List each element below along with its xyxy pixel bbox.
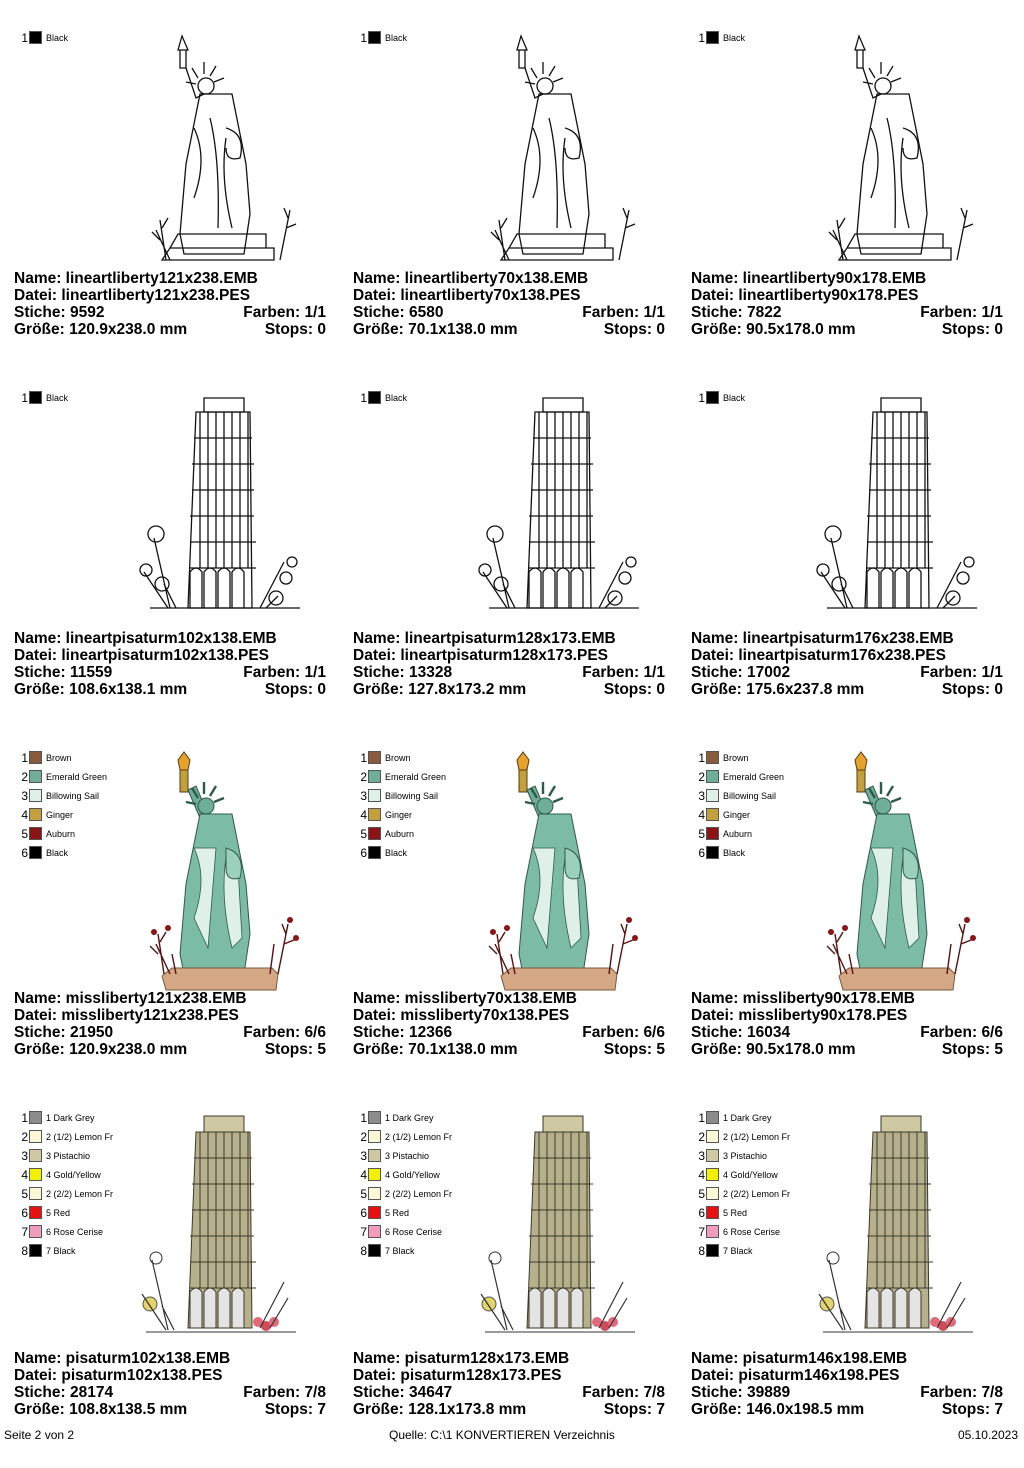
palette-entry: 6 5 Red xyxy=(698,1205,748,1220)
stitch-row xyxy=(691,304,1003,321)
stitch-row xyxy=(14,1024,326,1041)
stitch-row xyxy=(353,1024,665,1041)
stop-count: Stops: 0 xyxy=(941,321,1003,338)
design-file: Datei: pisaturm128x173.PES xyxy=(353,1367,562,1384)
pisa-color-image xyxy=(449,1108,669,1370)
palette-entry: 1 Black xyxy=(21,390,69,405)
stitch-row xyxy=(353,1384,665,1401)
design-size: Größe: 90.5x178.0 mm xyxy=(691,321,856,338)
design-name: Name: pisaturm102x138.EMB xyxy=(14,1350,231,1367)
design-info xyxy=(14,1350,326,1418)
liberty-color-image xyxy=(787,748,1007,1010)
pisa-color-image xyxy=(787,1108,1007,1370)
palette-entry: 5 2 (2/2) Lemon Fr xyxy=(360,1186,453,1201)
stop-count: Stops: 7 xyxy=(603,1401,665,1418)
palette-entry: 1 Black xyxy=(698,390,746,405)
stitch-row xyxy=(14,304,326,321)
stitch-row xyxy=(353,304,665,321)
design-name: Name: lineartpisaturm102x138.EMB xyxy=(14,630,277,647)
palette-entry: 2 Emerald Green xyxy=(698,769,785,784)
file-row xyxy=(353,287,665,304)
stitch-count: Stiche: 21950 xyxy=(14,1024,114,1041)
size-row xyxy=(691,321,1003,338)
color-count: Farben: 6/6 xyxy=(920,1024,1003,1041)
file-row xyxy=(353,647,665,664)
design-cell xyxy=(677,1108,1015,1468)
design-size: Größe: 146.0x198.5 mm xyxy=(691,1401,865,1418)
source-path: Quelle: C:\1 KONVERTIEREN Verzeichnis xyxy=(389,1428,615,1442)
pisa-lineart-image xyxy=(110,388,330,650)
design-file: Datei: lineartliberty90x178.PES xyxy=(691,287,919,304)
size-row xyxy=(691,1041,1003,1058)
design-name: Name: lineartliberty90x178.EMB xyxy=(691,270,927,287)
palette-entry: 1 Brown xyxy=(698,750,749,765)
palette-entry: 1 1 Dark Grey xyxy=(360,1110,434,1125)
color-count: Farben: 6/6 xyxy=(582,1024,665,1041)
design-file: Datei: missliberty121x238.PES xyxy=(14,1007,239,1024)
stop-count: Stops: 0 xyxy=(603,681,665,698)
stitch-count: Stiche: 7822 xyxy=(691,304,782,321)
palette-entry: 2 2 (1/2) Lemon Fr xyxy=(21,1129,114,1144)
stitch-count: Stiche: 9592 xyxy=(14,304,105,321)
stitch-row xyxy=(691,664,1003,681)
design-file: Datei: lineartliberty70x138.PES xyxy=(353,287,581,304)
palette-entry: 6 Black xyxy=(360,845,408,860)
file-row xyxy=(353,1007,665,1024)
palette-entry: 8 7 Black xyxy=(360,1243,415,1258)
stitch-count: Stiche: 39889 xyxy=(691,1384,791,1401)
palette-entry: 6 5 Red xyxy=(360,1205,410,1220)
palette-entry: 5 Auburn xyxy=(360,826,415,841)
design-size: Größe: 90.5x178.0 mm xyxy=(691,1041,856,1058)
palette-entry: 3 3 Pistachio xyxy=(21,1148,91,1163)
color-count: Farben: 7/8 xyxy=(243,1384,326,1401)
design-info xyxy=(14,630,326,698)
name-row xyxy=(353,270,665,287)
palette-entry: 3 3 Pistachio xyxy=(698,1148,768,1163)
design-name: Name: pisaturm146x198.EMB xyxy=(691,1350,908,1367)
palette-entry: 3 Billowing Sail xyxy=(360,788,439,803)
liberty-lineart-image xyxy=(449,28,669,290)
design-name: Name: missliberty90x178.EMB xyxy=(691,990,916,1007)
palette-entry: 2 2 (1/2) Lemon Fr xyxy=(698,1129,791,1144)
palette-entry: 5 Auburn xyxy=(21,826,76,841)
design-cell xyxy=(339,28,677,388)
name-row xyxy=(353,1350,665,1367)
name-row xyxy=(691,630,1003,647)
stop-count: Stops: 7 xyxy=(264,1401,326,1418)
color-count: Farben: 7/8 xyxy=(582,1384,665,1401)
design-info xyxy=(353,630,665,698)
palette-entry: 4 4 Gold/Yellow xyxy=(21,1167,101,1182)
stitch-row xyxy=(691,1024,1003,1041)
palette-entry: 8 7 Black xyxy=(698,1243,753,1258)
palette-entry: 2 2 (1/2) Lemon Fr xyxy=(360,1129,453,1144)
size-row xyxy=(353,1041,665,1058)
palette-entry: 1 1 Dark Grey xyxy=(21,1110,95,1125)
palette-entry: 8 7 Black xyxy=(21,1243,76,1258)
design-name: Name: missliberty121x238.EMB xyxy=(14,990,247,1007)
palette-entry: 5 Auburn xyxy=(698,826,753,841)
name-row xyxy=(14,270,326,287)
design-cell xyxy=(677,388,1015,748)
pisa-lineart-image xyxy=(787,388,1007,650)
color-count: Farben: 7/8 xyxy=(920,1384,1003,1401)
design-size: Größe: 70.1x138.0 mm xyxy=(353,321,518,338)
palette-entry: 1 1 Dark Grey xyxy=(698,1110,772,1125)
palette-entry: 4 Ginger xyxy=(360,807,413,822)
palette-entry: 4 Ginger xyxy=(21,807,74,822)
design-cell xyxy=(0,28,338,388)
design-size: Größe: 175.6x237.8 mm xyxy=(691,681,865,698)
color-palette xyxy=(359,748,446,862)
design-file: Datei: pisaturm146x198.PES xyxy=(691,1367,900,1384)
file-row xyxy=(14,1367,326,1384)
file-row xyxy=(14,287,326,304)
palette-entry: 1 Black xyxy=(21,30,69,45)
color-palette xyxy=(697,28,745,47)
stitch-row xyxy=(691,1384,1003,1401)
color-palette xyxy=(697,388,745,407)
stop-count: Stops: 0 xyxy=(264,681,326,698)
color-palette xyxy=(359,1108,452,1260)
design-info xyxy=(691,990,1003,1058)
stop-count: Stops: 5 xyxy=(264,1041,326,1058)
color-palette xyxy=(20,748,107,862)
liberty-color-image xyxy=(110,748,330,1010)
size-row xyxy=(691,681,1003,698)
design-size: Größe: 108.8x138.5 mm xyxy=(14,1401,188,1418)
design-info xyxy=(14,270,326,338)
liberty-lineart-image xyxy=(787,28,1007,290)
design-cell xyxy=(339,1108,677,1468)
palette-entry: 2 Emerald Green xyxy=(360,769,447,784)
palette-entry: 3 Billowing Sail xyxy=(21,788,100,803)
design-info xyxy=(691,1350,1003,1418)
design-file: Datei: missliberty90x178.PES xyxy=(691,1007,908,1024)
color-palette xyxy=(20,388,68,407)
stitch-count: Stiche: 17002 xyxy=(691,664,791,681)
design-file: Datei: pisaturm102x138.PES xyxy=(14,1367,223,1384)
size-row xyxy=(691,1401,1003,1418)
size-row xyxy=(353,1401,665,1418)
palette-entry: 6 Black xyxy=(698,845,746,860)
file-row xyxy=(691,1007,1003,1024)
design-file: Datei: lineartpisaturm176x238.PES xyxy=(691,647,947,664)
stitch-count: Stiche: 12366 xyxy=(353,1024,453,1041)
palette-entry: 7 6 Rose Cerise xyxy=(360,1224,443,1239)
design-name: Name: lineartliberty121x238.EMB xyxy=(14,270,258,287)
color-palette xyxy=(359,28,407,47)
stop-count: Stops: 0 xyxy=(603,321,665,338)
palette-entry: 1 Brown xyxy=(360,750,411,765)
stitch-count: Stiche: 11559 xyxy=(14,664,113,681)
color-count: Farben: 1/1 xyxy=(243,664,326,681)
design-file: Datei: lineartpisaturm128x173.PES xyxy=(353,647,609,664)
color-palette xyxy=(20,1108,113,1260)
liberty-color-image xyxy=(449,748,669,1010)
stop-count: Stops: 7 xyxy=(941,1401,1003,1418)
stitch-row xyxy=(353,664,665,681)
palette-entry: 7 6 Rose Cerise xyxy=(21,1224,104,1239)
design-cell xyxy=(0,1108,338,1468)
file-row xyxy=(691,287,1003,304)
palette-entry: 7 6 Rose Cerise xyxy=(698,1224,781,1239)
design-name: Name: pisaturm128x173.EMB xyxy=(353,1350,570,1367)
design-file: Datei: lineartliberty121x238.PES xyxy=(14,287,251,304)
stitch-count: Stiche: 16034 xyxy=(691,1024,791,1041)
design-info xyxy=(353,270,665,338)
design-info xyxy=(691,630,1003,698)
pisa-lineart-image xyxy=(449,388,669,650)
palette-entry: 4 Ginger xyxy=(698,807,751,822)
color-count: Farben: 1/1 xyxy=(920,304,1003,321)
name-row xyxy=(691,990,1003,1007)
design-cell xyxy=(0,388,338,748)
stop-count: Stops: 0 xyxy=(941,681,1003,698)
file-row xyxy=(691,1367,1003,1384)
design-size: Größe: 120.9x238.0 mm xyxy=(14,321,188,338)
palette-entry: 1 Black xyxy=(698,30,746,45)
liberty-lineart-image xyxy=(110,28,330,290)
file-row xyxy=(353,1367,665,1384)
palette-entry: 6 5 Red xyxy=(21,1205,71,1220)
file-row xyxy=(691,647,1003,664)
color-palette xyxy=(359,388,407,407)
color-count: Farben: 1/1 xyxy=(243,304,326,321)
palette-entry: 6 Black xyxy=(21,845,69,860)
design-name: Name: lineartpisaturm128x173.EMB xyxy=(353,630,616,647)
size-row xyxy=(353,681,665,698)
name-row xyxy=(353,990,665,1007)
palette-entry: 3 3 Pistachio xyxy=(360,1148,430,1163)
design-size: Größe: 108.6x138.1 mm xyxy=(14,681,188,698)
color-count: Farben: 1/1 xyxy=(920,664,1003,681)
design-cell xyxy=(677,28,1015,388)
print-date: 05.10.2023 xyxy=(957,1428,1018,1442)
color-palette xyxy=(20,28,68,47)
color-palette xyxy=(697,748,784,862)
file-row xyxy=(14,647,326,664)
design-file: Datei: lineartpisaturm102x138.PES xyxy=(14,647,270,664)
design-name: Name: missliberty70x138.EMB xyxy=(353,990,578,1007)
size-row xyxy=(353,321,665,338)
name-row xyxy=(14,990,326,1007)
palette-entry: 4 4 Gold/Yellow xyxy=(698,1167,778,1182)
design-info xyxy=(353,1350,665,1418)
stop-count: Stops: 5 xyxy=(603,1041,665,1058)
stitch-count: Stiche: 28174 xyxy=(14,1384,114,1401)
palette-entry: 2 Emerald Green xyxy=(21,769,108,784)
palette-entry: 1 Black xyxy=(360,390,408,405)
stop-count: Stops: 0 xyxy=(264,321,326,338)
design-cell xyxy=(0,748,338,1108)
name-row xyxy=(691,270,1003,287)
palette-entry: 4 4 Gold/Yellow xyxy=(360,1167,440,1182)
size-row xyxy=(14,681,326,698)
design-info xyxy=(14,990,326,1058)
stop-count: Stops: 5 xyxy=(941,1041,1003,1058)
size-row xyxy=(14,1041,326,1058)
design-file: Datei: missliberty70x138.PES xyxy=(353,1007,570,1024)
file-row xyxy=(14,1007,326,1024)
name-row xyxy=(691,1350,1003,1367)
palette-entry: 5 2 (2/2) Lemon Fr xyxy=(21,1186,114,1201)
color-count: Farben: 1/1 xyxy=(582,664,665,681)
stitch-count: Stiche: 6580 xyxy=(353,304,444,321)
design-size: Größe: 120.9x238.0 mm xyxy=(14,1041,188,1058)
page-number: Seite 2 von 2 xyxy=(4,1428,75,1442)
color-count: Farben: 6/6 xyxy=(243,1024,326,1041)
palette-entry: 1 Brown xyxy=(21,750,72,765)
design-name: Name: lineartliberty70x138.EMB xyxy=(353,270,589,287)
design-info xyxy=(353,990,665,1058)
design-cell xyxy=(339,748,677,1108)
design-size: Größe: 127.8x173.2 mm xyxy=(353,681,527,698)
palette-entry: 3 Billowing Sail xyxy=(698,788,777,803)
name-row xyxy=(14,630,326,647)
name-row xyxy=(14,1350,326,1367)
stitch-count: Stiche: 13328 xyxy=(353,664,453,681)
color-palette xyxy=(697,1108,790,1260)
stitch-row xyxy=(14,1384,326,1401)
name-row xyxy=(353,630,665,647)
size-row xyxy=(14,1401,326,1418)
design-name: Name: lineartpisaturm176x238.EMB xyxy=(691,630,954,647)
palette-entry: 1 Black xyxy=(360,30,408,45)
design-info xyxy=(691,270,1003,338)
stitch-count: Stiche: 34647 xyxy=(353,1384,453,1401)
stitch-row xyxy=(14,664,326,681)
design-size: Größe: 70.1x138.0 mm xyxy=(353,1041,518,1058)
size-row xyxy=(14,321,326,338)
palette-entry: 5 2 (2/2) Lemon Fr xyxy=(698,1186,791,1201)
design-size: Größe: 128.1x173.8 mm xyxy=(353,1401,527,1418)
pisa-color-image xyxy=(110,1108,330,1370)
design-cell xyxy=(339,388,677,748)
design-cell xyxy=(677,748,1015,1108)
color-count: Farben: 1/1 xyxy=(582,304,665,321)
